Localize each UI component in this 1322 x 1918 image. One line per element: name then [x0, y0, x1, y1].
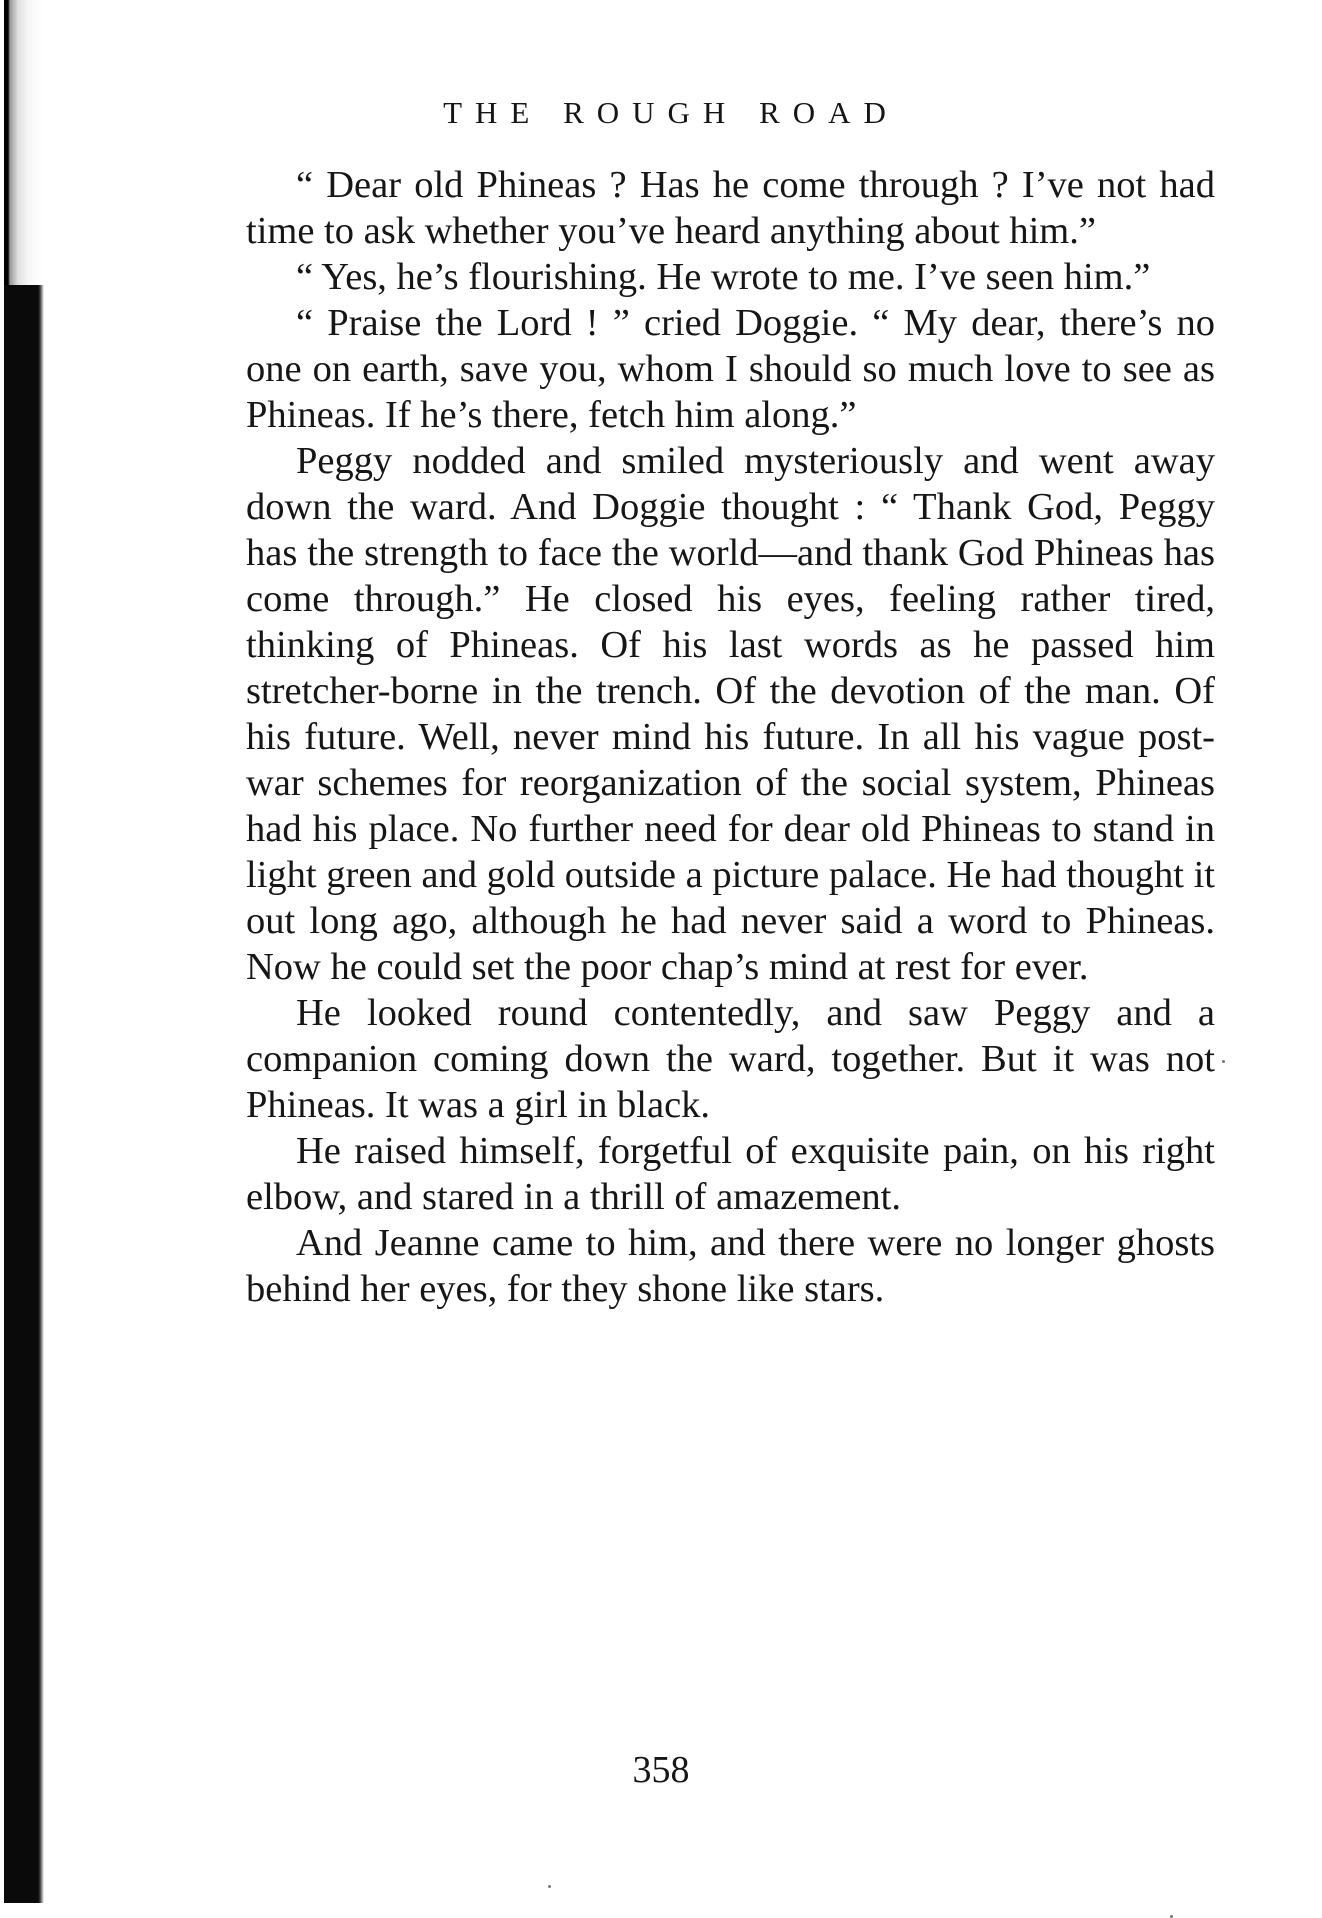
paragraph-7: And Jeanne came to him, and there were no longer ghosts behind her eyes, for they shone like stars. [246, 1222, 1215, 1310]
paragraph-1: “ Dear old Phineas ? Has he come through ? I’ve not had time to ask whether you’ve heard anything about him.” [246, 164, 1215, 252]
paragraph-2: “ Yes, he’s flourishing. He wrote to me. I’ve seen him.” [296, 256, 1151, 298]
paragraph-4: Peggy nodded and smiled mysteriously and went away down the ward. And Doggie thought : “ Thank God, Peggy has the strength to face the world—and thank God Phineas has come through.” He closed his eyes, feeling rather tired, thinking of Phineas. Of his last words as he passed him stretcher-borne in the trench. Of the devotion of the man. Of his future. Well, never mind his future. In all his vague post-war schemes for reorganization of the social system, Phineas had his place. No further need for dear old Phineas to stand in light green and gold outside a picture palace. He had thought it out long ago, although he had never said a word to Phineas. Now he could set the poor chap’s mind at rest for ever. [246, 440, 1215, 988]
binding-shadow-upper [4, 0, 44, 290]
paragraph-5: He looked round contentedly, and saw Peggy and a companion coming down the ward, together. But it was not Phineas. It was a girl in black. [246, 992, 1215, 1126]
paragraph-6: He raised himself, forgetful of exquisite pain, on his right elbow, and stared in a thrill of amazement. [246, 1130, 1215, 1218]
binding-shadow-lower [4, 285, 44, 1903]
paper-speck [548, 1885, 551, 1888]
running-head: THE ROUGH ROAD [443, 95, 899, 130]
paragraph-3: “ Praise the Lord ! ” cried Doggie. “ My dear, there’s no one on earth, save you, whom I should so much love to see as Phineas. If he’s there, fetch him along.” [246, 302, 1215, 436]
book-binding-shadow [0, 0, 44, 1903]
page-number: 358 [632, 1749, 690, 1791]
paper-speck [1222, 1060, 1225, 1063]
body-text [246, 162, 1215, 1312]
